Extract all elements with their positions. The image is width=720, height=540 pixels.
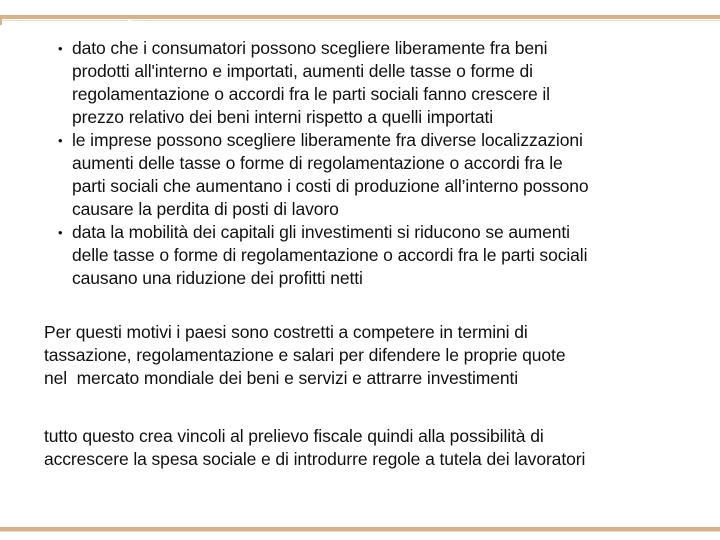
paragraph-line: tutto questo crea vincoli al prelievo fiscale quindi alla possibilità di — [44, 426, 544, 446]
bullet-icon: • — [58, 41, 63, 56]
paragraph-competition — [44, 321, 704, 390]
bullet-line: parti sociali che aumentano i costi di produzione all’interno possono — [72, 176, 589, 196]
bullet-line: regolamentazione o accordi fra le parti sociali fanno crescere il — [72, 84, 550, 104]
bullet-line: aumenti delle tasse o forme di regolamentazione o accordi fra le — [72, 153, 563, 173]
bottom-decorative-rule-shadow — [0, 531, 720, 532]
paragraph-line: Per questi motivi i paesi sono costretti a competere in termini di — [44, 322, 528, 342]
bullet-line: dato che i consumatori possono scegliere liberamente fra beni — [72, 38, 548, 58]
bullet-icon: • — [58, 225, 63, 240]
bullet-line: causano una riduzione dei profitti netti — [72, 268, 363, 288]
bullet-line: le imprese possono scegliere liberamente fra diverse localizzazioni — [72, 130, 583, 150]
top-left-rule-end — [0, 15, 2, 25]
bullet-item-capital — [56, 221, 706, 290]
bullet-icon: • — [58, 133, 63, 148]
bullet-item-consumers — [56, 37, 706, 129]
top-decorative-rule — [0, 15, 720, 19]
bullet-item-firms — [56, 129, 706, 221]
bullet-line: causare la perdita di posti di lavoro — [72, 199, 339, 219]
bullet-line: prezzo relativo dei beni interni rispetto a quelli importati — [72, 107, 494, 127]
top-decorative-rule-shadow — [0, 20, 720, 21]
bullet-line: delle tasse o forme di regolamentazione o accordi fra le parti sociali — [72, 245, 588, 265]
top-rule-notch — [128, 19, 131, 23]
paragraph-line: nel mercato mondiale dei beni e servizi e attrarre investimenti — [44, 368, 519, 388]
paragraph-line: accrescere la spesa sociale e di introdurre regole a tutela dei lavoratori — [44, 449, 586, 469]
bullet-line: data la mobilità dei capitali gli investimenti si riducono se aumenti — [72, 222, 570, 242]
paragraph-constraints — [44, 425, 704, 471]
paragraph-line: tassazione, regolamentazione e salari per difendere le proprie quote — [44, 345, 566, 365]
bullet-list — [56, 37, 706, 290]
bullet-line: prodotti all'interno e importati, aumenti delle tasse o forme di — [72, 61, 533, 81]
